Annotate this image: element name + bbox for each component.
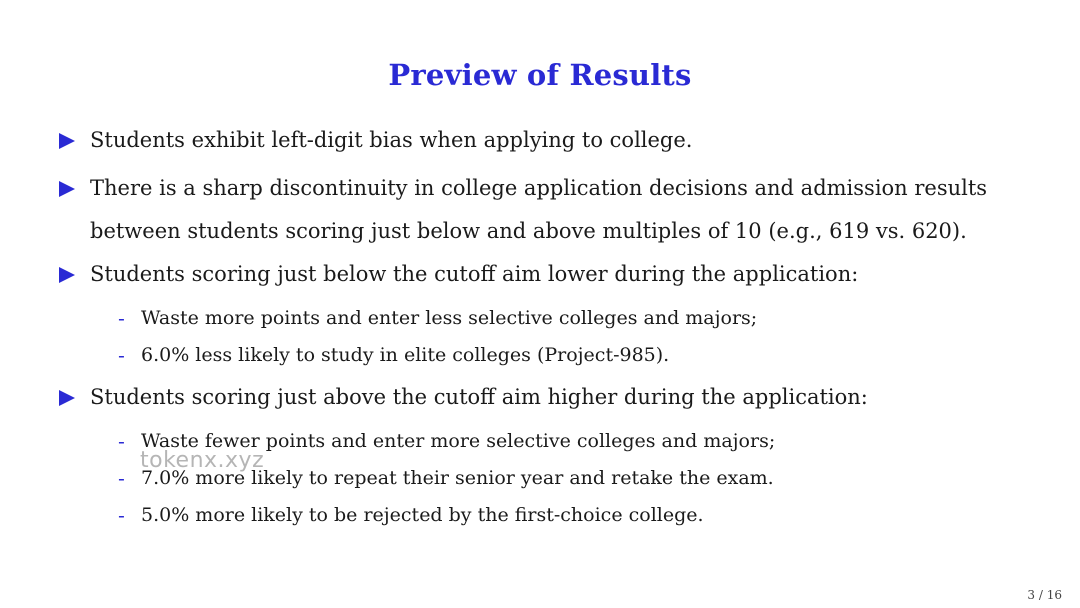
bullet-text-line2: between students scoring just below and above multiples of 10 (e.g., 619 vs. 620). <box>90 219 967 243</box>
slide-title: Preview of Results <box>388 58 692 92</box>
bullet-text-line1: There is a sharp discontinuity in college application decisions and admission results <box>90 176 988 200</box>
sub-bullet-marker: - <box>118 505 125 527</box>
sub-bullet-marker: - <box>118 308 125 330</box>
sub-bullet-text: 7.0% more likely to repeat their senior year and retake the exam. <box>141 467 774 489</box>
sub-bullet-text: Waste more points and enter less selective colleges and majors; <box>141 307 758 329</box>
bullet-text: Students exhibit left-digit bias when applying to college. <box>90 128 693 152</box>
sub-bullet-marker: - <box>118 431 125 453</box>
bullet-text: Students scoring just below the cutoff aim lower during the application: <box>90 262 859 286</box>
sub-bullet-text: 5.0% more likely to be rejected by the first-choice college. <box>141 504 704 526</box>
triangle-right-icon <box>58 132 76 150</box>
page-number: 3 / 16 <box>1027 588 1062 602</box>
watermark: tokenx.xyz <box>140 448 265 473</box>
sub-bullet-marker: - <box>118 468 125 490</box>
triangle-right-icon <box>58 180 76 198</box>
sub-bullet-text: 6.0% less likely to study in elite colleges (Project-985). <box>141 344 670 366</box>
sub-bullet-text: Waste fewer points and enter more selective colleges and majors; <box>141 430 776 452</box>
triangle-right-icon <box>58 389 76 407</box>
bullet-text: Students scoring just above the cutoff aim higher during the application: <box>90 385 868 409</box>
sub-bullet-marker: - <box>118 345 125 367</box>
triangle-right-icon <box>58 266 76 284</box>
